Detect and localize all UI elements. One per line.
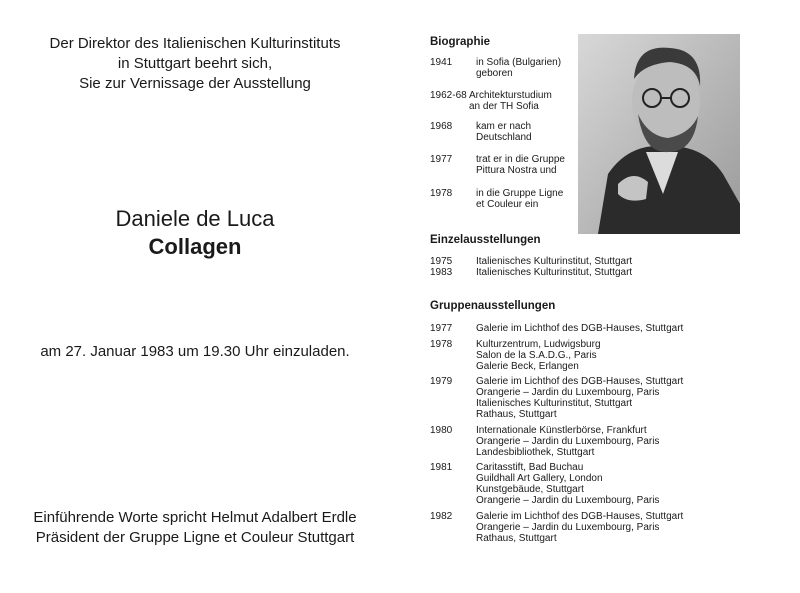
entry-line: Orangerie – Jardin du Luxembourg, Paris bbox=[476, 522, 660, 533]
biography-heading: Biographie bbox=[430, 36, 491, 48]
entry-text bbox=[476, 339, 601, 372]
entry-text bbox=[476, 462, 659, 506]
entry-year: 1982 bbox=[430, 511, 453, 522]
artist-block bbox=[0, 205, 390, 261]
entry-year: 1981 bbox=[430, 462, 453, 473]
entry-year: 1977 bbox=[430, 323, 453, 334]
entry-line: Salon de la S.A.D.G., Paris bbox=[476, 350, 597, 361]
date-line: am 27. Januar 1983 um 19.30 Uhr einzuladen. bbox=[40, 343, 350, 360]
entry-year: 1962-68 bbox=[430, 90, 467, 101]
entry-line: Kunstgebäude, Stuttgart bbox=[476, 484, 584, 495]
entry-text bbox=[476, 154, 565, 176]
entry-year: 1941 bbox=[430, 57, 453, 68]
entry-text bbox=[469, 90, 552, 112]
entry-text bbox=[476, 121, 532, 143]
entry-year: 1977 bbox=[430, 154, 453, 165]
invitation-line: Sie zur Vernissage der Ausstellung bbox=[79, 75, 311, 92]
entry-line: trat er in die Gruppe bbox=[476, 154, 565, 165]
entry-line: Orangerie – Jardin du Luxembourg, Paris bbox=[476, 387, 660, 398]
entry-line: Italienisches Kulturinstitut, Stuttgart bbox=[476, 398, 633, 409]
right-column bbox=[420, 0, 800, 593]
entry-line: in Sofia (Bulgarien) bbox=[476, 57, 562, 68]
entry-text bbox=[476, 376, 683, 420]
left-column bbox=[0, 0, 390, 593]
speaker-line: Einführende Worte spricht Helmut Adalbert Erdle bbox=[33, 509, 357, 526]
entry-line: kam er nach bbox=[476, 121, 532, 132]
entry-line: Caritasstift, Bad Buchau bbox=[476, 462, 584, 473]
exhibition-title: Collagen bbox=[148, 234, 242, 259]
entry-line: Rathaus, Stuttgart bbox=[476, 533, 557, 544]
invitation-text bbox=[0, 34, 390, 94]
entry-year: 1978 bbox=[430, 339, 453, 350]
entry-line: Orangerie – Jardin du Luxembourg, Paris bbox=[476, 436, 660, 447]
entry-line: Architekturstudium bbox=[469, 90, 552, 101]
entry-line: an der TH Sofia bbox=[469, 101, 539, 112]
entry-line: Internationale Künstlerbörse, Frankfurt bbox=[476, 425, 647, 436]
entry-text bbox=[476, 57, 561, 79]
entry-year: 1978 bbox=[430, 188, 453, 199]
entry-line: Rathaus, Stuttgart bbox=[476, 409, 557, 420]
invitation-line: Der Direktor des Italienischen Kulturinstituts bbox=[49, 35, 341, 52]
entry-year: 1983 bbox=[430, 267, 453, 278]
entry-line: Galerie im Lichthof des DGB-Hauses, Stuttgart bbox=[476, 376, 684, 387]
entry-year: 1975 bbox=[430, 256, 453, 267]
entry-line: Orangerie – Jardin du Luxembourg, Paris bbox=[476, 495, 660, 506]
invitation-line: in Stuttgart beehrt sich, bbox=[117, 55, 273, 72]
entry-line: Pittura Nostra und bbox=[476, 165, 557, 176]
entry-text bbox=[476, 511, 683, 544]
entry-line: geboren bbox=[476, 68, 513, 79]
entry-year: 1979 bbox=[430, 376, 453, 387]
entry-line: Galerie im Lichthof des DGB-Hauses, Stuttgart bbox=[476, 323, 684, 334]
solo-exhibitions-heading: Einzelausstellungen bbox=[430, 234, 541, 246]
entry-line: Landesbibliothek, Stuttgart bbox=[476, 447, 595, 458]
entry-text bbox=[476, 425, 659, 458]
entry-line: Italienisches Kulturinstitut, Stuttgart bbox=[476, 256, 633, 267]
entry-line: Guildhall Art Gallery, London bbox=[476, 473, 603, 484]
entry-line: et Couleur ein bbox=[476, 199, 539, 210]
entry-text bbox=[476, 256, 632, 267]
speaker-line: Präsident der Gruppe Ligne et Couleur Stuttgart bbox=[35, 529, 355, 546]
entry-year: 1980 bbox=[430, 425, 453, 436]
entry-line: Deutschland bbox=[476, 132, 532, 143]
entry-line: Kulturzentrum, Ludwigsburg bbox=[476, 339, 601, 350]
entry-year: 1968 bbox=[430, 121, 453, 132]
entry-line: Galerie Beck, Erlangen bbox=[476, 361, 579, 372]
entry-line: in die Gruppe Ligne bbox=[476, 188, 564, 199]
artist-name: Daniele de Luca bbox=[115, 206, 275, 231]
entry-text bbox=[476, 267, 632, 278]
entry-text bbox=[476, 323, 683, 334]
speaker-text bbox=[0, 508, 390, 548]
entry-line: Italienisches Kulturinstitut, Stuttgart bbox=[476, 267, 633, 278]
group-exhibitions-heading: Gruppenausstellungen bbox=[430, 300, 556, 312]
entry-text bbox=[476, 188, 563, 210]
entry-line: Galerie im Lichthof des DGB-Hauses, Stuttgart bbox=[476, 511, 684, 522]
